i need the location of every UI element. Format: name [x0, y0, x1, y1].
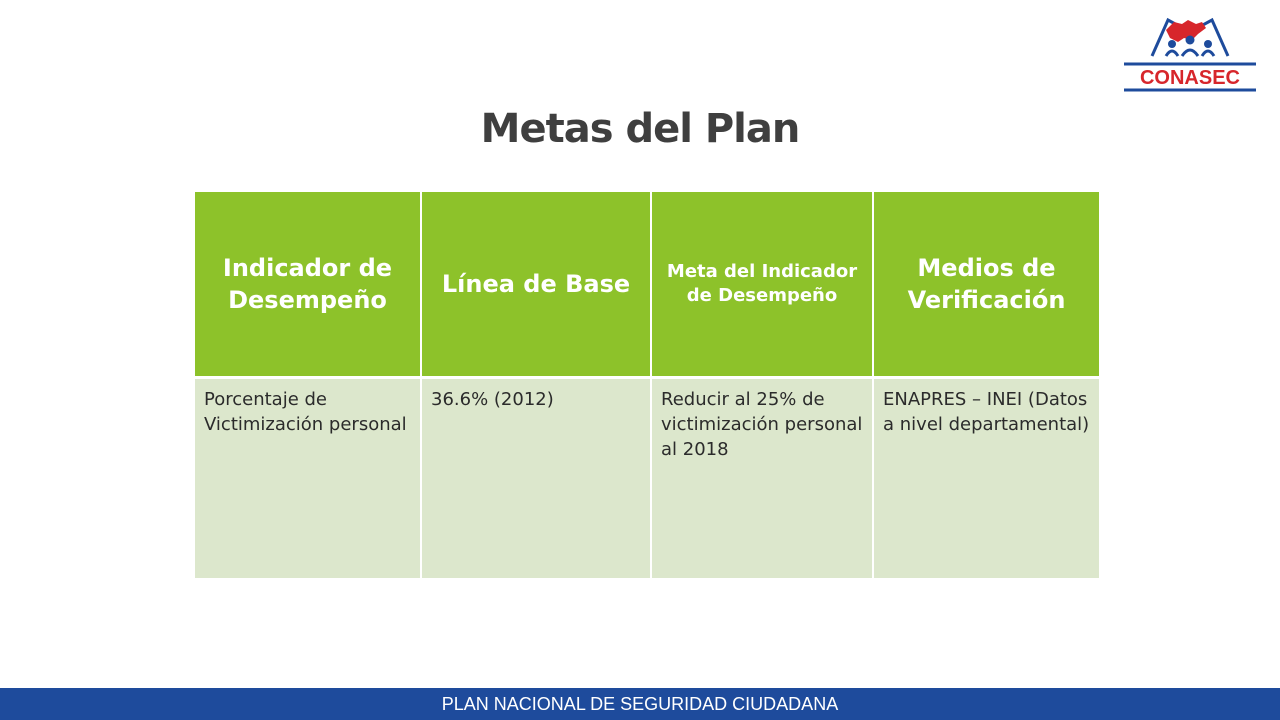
header-indicador: Indicador de Desempeño [195, 192, 421, 378]
page-title: Metas del Plan [480, 106, 800, 152]
header-medios-verificacion: Medios de Verificación [873, 192, 1099, 378]
cell-indicador: Porcentaje de Victimización personal [195, 378, 421, 579]
header-linea-base: Línea de Base [421, 192, 651, 378]
cell-meta: Reducir al 25% de victimización personal al 2018 [651, 378, 873, 579]
logo-text: CONASEC [1139, 67, 1241, 89]
table-row [195, 378, 1099, 579]
table-header-row [195, 192, 1099, 378]
goals-table [195, 192, 1099, 578]
cell-linea-base: 36.6% (2012) [421, 378, 651, 579]
conasec-logo [1118, 14, 1262, 94]
header-meta-indicador: Meta del Indicador de Desempeño [651, 192, 873, 378]
cell-medios: ENAPRES – INEI (Datos a nivel departamental) [873, 378, 1099, 579]
footer-banner: PLAN NACIONAL DE SEGURIDAD CIUDADANA [0, 688, 1280, 720]
